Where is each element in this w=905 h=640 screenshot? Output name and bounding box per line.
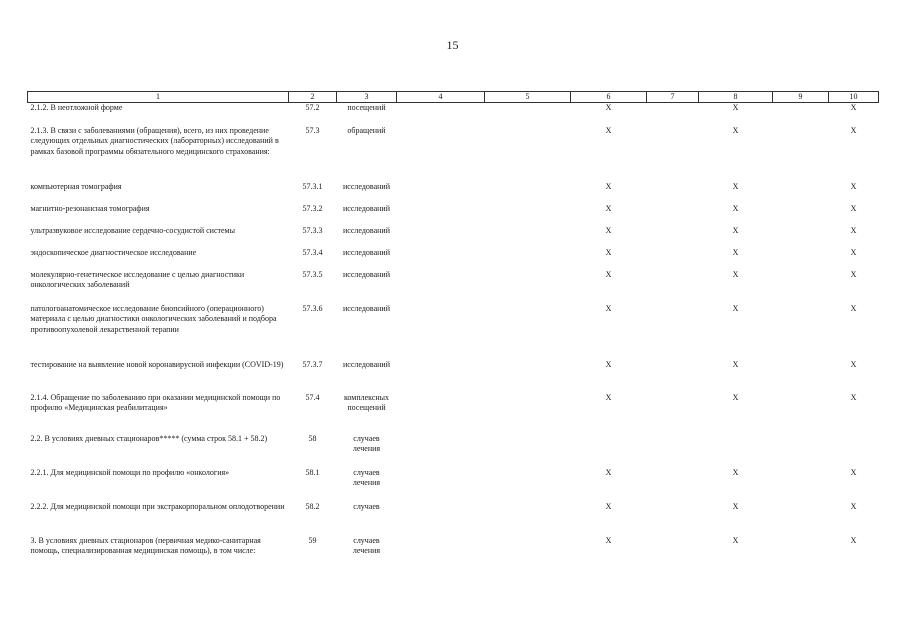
cell-x-mark: X xyxy=(850,269,857,279)
cell-x-mark: X xyxy=(732,535,739,545)
cell-x-mark: X xyxy=(605,467,612,477)
cell-empty xyxy=(485,468,571,502)
cell-x-mark: X xyxy=(850,203,857,213)
cell-x-mark: X xyxy=(732,269,739,279)
cell-empty xyxy=(397,393,485,434)
table-row xyxy=(28,536,879,576)
table-row xyxy=(28,204,879,226)
row-unit: обращений xyxy=(347,125,386,135)
cell-x-mark: X xyxy=(850,247,857,257)
cell-x-mark: X xyxy=(732,203,739,213)
cell-x-mark: X xyxy=(605,501,612,511)
cell-empty xyxy=(397,182,485,204)
row-code: 57.3.6 xyxy=(302,303,323,313)
column-number: 10 xyxy=(829,92,879,103)
cell-x-mark: X xyxy=(605,103,612,112)
cell-empty xyxy=(773,182,829,204)
table-row xyxy=(28,434,879,468)
row-name: 2.1.2. В неотложной форме xyxy=(30,103,123,112)
row-name: эндоскопическое диагностическое исследование xyxy=(30,247,197,257)
table-row xyxy=(28,393,879,434)
row-name: патологоанатомическое исследование биопсийного (операционного) материала с целью диагностики онкологических заболеваний и подбора противоопухолевой лекарственной терапии xyxy=(30,303,277,334)
cell-empty xyxy=(397,434,485,468)
row-code: 58.1 xyxy=(305,467,320,477)
row-name: 2.2.2. Для медицинской помощи при экстракорпоральном оплодотворении xyxy=(30,501,285,511)
cell-empty xyxy=(773,360,829,393)
cell-empty xyxy=(485,226,571,248)
row-unit: случаев лечения xyxy=(352,535,381,555)
cell-empty xyxy=(485,393,571,434)
cell-empty xyxy=(773,434,829,468)
cell-x-mark: X xyxy=(732,125,739,135)
cell-empty xyxy=(647,270,699,304)
row-name: тестирование на выявление новой коронавирусной инфекции (COVID-19) xyxy=(30,359,284,369)
cell-empty xyxy=(397,226,485,248)
cell-empty xyxy=(773,204,829,226)
row-name: 3. В условиях дневных стационаров (первичная медико-санитарная помощь, специализированная медицинская помощь), в том числе: xyxy=(30,535,261,555)
column-number: 5 xyxy=(485,92,571,103)
cell-empty xyxy=(647,126,699,182)
cell-empty xyxy=(647,248,699,270)
column-number: 8 xyxy=(699,92,773,103)
cell-empty xyxy=(397,502,485,536)
cell-empty xyxy=(647,468,699,502)
row-code: 57.3.5 xyxy=(302,269,323,279)
column-number: 6 xyxy=(571,92,647,103)
cell-empty xyxy=(485,502,571,536)
cell-empty xyxy=(647,182,699,204)
cell-x-mark: X xyxy=(850,535,857,545)
cell-x-mark: X xyxy=(850,501,857,511)
table-row xyxy=(28,182,879,204)
cell-x-mark: X xyxy=(732,247,739,257)
row-code: 57.2 xyxy=(305,103,320,112)
cell-empty xyxy=(485,248,571,270)
cell-empty xyxy=(397,103,485,126)
row-name: молекулярно-генетическое исследование с целью диагностики онкологических заболеваний xyxy=(30,269,245,289)
row-code: 58 xyxy=(308,433,317,443)
column-number: 1 xyxy=(28,92,289,103)
cell-empty xyxy=(485,204,571,226)
cell-empty xyxy=(773,270,829,304)
cell-x-mark: X xyxy=(850,392,857,402)
cell-x-mark: X xyxy=(605,392,612,402)
table-row xyxy=(28,360,879,393)
table-row xyxy=(28,226,879,248)
cell-x-mark xyxy=(829,434,879,468)
cell-x-mark: X xyxy=(605,225,612,235)
cell-x-mark: X xyxy=(732,303,739,313)
table-body xyxy=(28,103,879,576)
cell-empty xyxy=(397,248,485,270)
cell-x-mark: X xyxy=(850,225,857,235)
cell-empty xyxy=(485,182,571,204)
cell-x-mark: X xyxy=(605,203,612,213)
cell-empty xyxy=(647,103,699,126)
cell-empty xyxy=(485,270,571,304)
row-code: 57.3.2 xyxy=(302,203,323,213)
cell-empty xyxy=(647,502,699,536)
table-header-row xyxy=(28,92,879,103)
cell-empty xyxy=(485,434,571,468)
cell-x-mark: X xyxy=(732,359,739,369)
cell-empty xyxy=(485,360,571,393)
cell-empty xyxy=(773,468,829,502)
table-row xyxy=(28,304,879,360)
cell-x-mark: X xyxy=(605,359,612,369)
row-code: 57.3.3 xyxy=(302,225,323,235)
cell-empty xyxy=(773,536,829,576)
row-unit: исследований xyxy=(343,181,390,191)
cell-x-mark: X xyxy=(850,181,857,191)
cell-x-mark: X xyxy=(850,303,857,313)
row-name: 2.1.4. Обращение по заболеванию при оказании медицинской помощи по профилю «Медицинская реабилитация» xyxy=(30,392,281,412)
cell-x-mark: X xyxy=(605,125,612,135)
column-number: 9 xyxy=(773,92,829,103)
cell-empty xyxy=(647,226,699,248)
table-row xyxy=(28,468,879,502)
row-unit: исследований xyxy=(343,359,390,369)
row-name: ультразвуковое исследование сердечно-сосудистой системы xyxy=(30,225,235,235)
cell-empty xyxy=(773,393,829,434)
cell-x-mark: X xyxy=(605,269,612,279)
cell-empty xyxy=(485,536,571,576)
row-name: 2.1.3. В связи с заболеваниями (обращения), всего, из них проведение следующих отдельных диагностических (лабораторных) исследований в рамках базовой программы обязательного медицинского страхования: xyxy=(30,125,279,156)
row-name: магнитно-резонансная томография xyxy=(30,203,150,213)
cell-empty xyxy=(397,270,485,304)
cell-x-mark: X xyxy=(732,392,739,402)
row-unit: исследований xyxy=(343,225,390,235)
row-code: 57.4 xyxy=(305,392,320,402)
table-row xyxy=(28,126,879,182)
cell-empty xyxy=(397,536,485,576)
cell-empty xyxy=(397,360,485,393)
row-code: 58.2 xyxy=(305,501,320,511)
cell-empty xyxy=(647,536,699,576)
row-code: 57.3.1 xyxy=(302,181,323,191)
row-unit: исследований xyxy=(343,269,390,279)
row-code: 59 xyxy=(308,535,317,545)
row-unit: случаев xyxy=(353,501,380,511)
cell-empty xyxy=(773,126,829,182)
cell-empty xyxy=(647,304,699,360)
column-number: 7 xyxy=(647,92,699,103)
cell-empty xyxy=(773,103,829,126)
cell-empty xyxy=(397,204,485,226)
cell-empty xyxy=(773,304,829,360)
cell-empty xyxy=(773,502,829,536)
cell-x-mark: X xyxy=(850,103,857,112)
row-name: 2.2. В условиях дневных стационаров***** (сумма строк 58.1 + 58.2) xyxy=(30,433,268,443)
cell-x-mark: X xyxy=(850,467,857,477)
row-unit: посещений xyxy=(347,103,386,112)
row-unit: комплексных посещений xyxy=(343,392,390,412)
row-code: 57.3 xyxy=(305,125,320,135)
cell-x-mark xyxy=(571,434,647,468)
statistics-table xyxy=(27,91,879,576)
cell-x-mark: X xyxy=(605,181,612,191)
cell-empty xyxy=(485,126,571,182)
page-number: 15 xyxy=(446,38,459,52)
cell-empty xyxy=(647,393,699,434)
cell-x-mark: X xyxy=(850,359,857,369)
cell-empty xyxy=(647,434,699,468)
table-row xyxy=(28,103,879,126)
cell-empty xyxy=(397,126,485,182)
column-number: 3 xyxy=(337,92,397,103)
row-unit: исследований xyxy=(343,203,390,213)
cell-x-mark: X xyxy=(732,501,739,511)
cell-x-mark: X xyxy=(850,125,857,135)
row-name: 2.2.1. Для медицинской помощи по профилю «онкология» xyxy=(30,467,230,477)
cell-x-mark: X xyxy=(605,535,612,545)
column-number: 2 xyxy=(289,92,337,103)
row-code: 57.3.4 xyxy=(302,247,323,257)
row-unit: случаев лечения xyxy=(352,433,381,453)
cell-x-mark: X xyxy=(732,225,739,235)
cell-empty xyxy=(397,468,485,502)
cell-empty xyxy=(647,204,699,226)
cell-x-mark: X xyxy=(732,467,739,477)
row-code: 57.3.7 xyxy=(302,359,323,369)
cell-empty xyxy=(485,304,571,360)
cell-empty xyxy=(647,360,699,393)
cell-empty xyxy=(397,304,485,360)
table-row xyxy=(28,248,879,270)
row-unit: случаев лечения xyxy=(352,467,381,487)
row-unit: исследований xyxy=(343,303,390,313)
table-row xyxy=(28,502,879,536)
cell-x-mark: X xyxy=(605,303,612,313)
cell-x-mark: X xyxy=(732,103,739,112)
cell-empty xyxy=(773,226,829,248)
row-unit: исследований xyxy=(343,247,390,257)
cell-empty xyxy=(485,103,571,126)
row-name: компьютерная томография xyxy=(30,181,122,191)
cell-x-mark xyxy=(699,434,773,468)
table-row xyxy=(28,270,879,304)
cell-x-mark: X xyxy=(605,247,612,257)
column-number: 4 xyxy=(397,92,485,103)
cell-empty xyxy=(773,248,829,270)
cell-x-mark: X xyxy=(732,181,739,191)
